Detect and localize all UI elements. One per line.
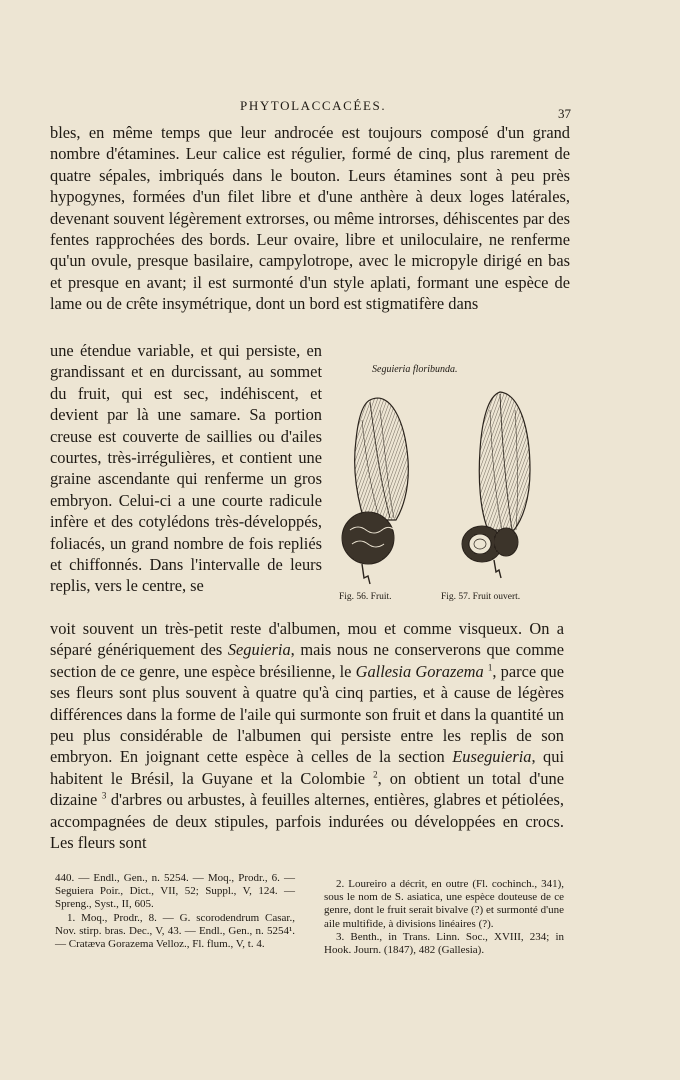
fig-57-fruit-open-drawing [462, 392, 530, 578]
genus-name: Seguieria [227, 640, 291, 660]
footnote-2: 2. Loureiro a décrit, en outre (Fl. cochinch., 341), sous le nom de S. asiatica, une espèce douteuse de ce genre, dont le fruit serait bivalve (?) et surmonté d'une aile multifide, à divisions linéaires (?). [324, 878, 564, 930]
footnote-ref: 2 [373, 769, 378, 780]
page-number: 37 [558, 106, 571, 121]
paragraph-top: bles, en même temps que leur androcée est toujours composé d'un grand nombre d'étamines. Leur calice est régulier, formé de cinq, plus rarement de quatre sépales, imbriqués dans le bouton. Leurs étamines sont à peu près hypogynes, formées d'un filet libre et d'une anthère à deux loges latérales, devenant souvent légèrement extrorses, ou même introrses, déhiscentes par des fentes rapprochées des bords. Leur ovaire, libre et uniloculaire, ne renferme qu'un ovule, presque basilaire, campylotrope, avec le micropyle dirigé en bas et presque en avant; il est surmonté d'un style aplati, formant une espèce de lame ou de crête insymétrique, dont un bord est stigmatifère dans [50, 123, 570, 314]
footnotes-right-column [324, 878, 564, 957]
fig-56-fruit-drawing [342, 398, 408, 584]
text-run: , qui habitent le Brésil, la Guyane et la Colombie [50, 747, 564, 788]
body-text-bottom [50, 618, 564, 853]
running-title: PHYTOLACCACÉES. [240, 98, 387, 113]
footnote-1: 1. Moq., Prodr., 8. — G. scorodendrum Casar., Nov. stirp. bras. Dec., V, 43. — Endl., Gen., n. 5254¹. — Cratæva Gorazema Velloz., Fl. flum., V, t. 4. [55, 911, 295, 951]
text-run: voit souvent un très-petit reste d'albumen, mou et comme visqueux. On a séparé génériquement des [50, 619, 564, 660]
body-text-top [50, 122, 570, 315]
section-name: Euseguieria [452, 747, 532, 767]
text-run: d'arbres ou arbustes, à feuilles alternes, entières, glabres et pétiolées, accompagnées de deux stipules, parfois indurées ou développées en crocs. Les fleurs sont [50, 790, 564, 853]
seguieria-fruit-engraving [330, 380, 560, 590]
paragraph-bottom [50, 618, 564, 853]
body-text-beside-figure [50, 340, 322, 597]
text-run: , mais nous ne conserverons que comme section de ce genre, une espèce brésilienne, le [50, 640, 564, 681]
page-header [0, 98, 680, 121]
paragraph-narrow: une étendue variable, et qui persiste, en grandissant et en durcissant, au sommet du fruit, qui est sec, indéhiscent, et devient par là une samare. Sa portion creuse est couverte de saillies ou d'ailes courtes, très-irrégulières, et contient une graine ascendante qui renferme un gros embryon. Celui-ci a une courte radicule infère et des cotylédons très-développés, foliacés, un grand nombre de fois repliés et chiffonnés. Dans l'intervalle de leurs replis, vers le centre, se [50, 341, 322, 596]
fig-57-label: Fig. 57. Fruit ouvert. [441, 592, 521, 602]
text-run: , parce que ses fleurs sont plus souvent à quatre qu'à cinq parties, et à cause de légères différences dans la forme de l'aile qui surmonte son fruit et dans la quantité un peu plus considérable de l'albumen qui persiste entre les replis de son embryon. En joignant cette espèce à celles de la section [50, 661, 564, 767]
figure-title: Seguieria floribunda. [372, 364, 458, 375]
footnote-3: 3. Benth., in Trans. Linn. Soc., XVIII, 234; in Hook. Journ. (1847), 482 (Gallesia). [324, 930, 564, 957]
footnote-genus-references: 440. — Endl., Gen., n. 5254. — Moq., Prodr., 6. — Seguiera Poir., Dict., VII, 52; Suppl., V, 124. — Spreng., Syst., II, 605. [55, 872, 295, 911]
fig-56-label: Fig. 56. Fruit. [339, 592, 392, 602]
footnote-ref: 1 [487, 662, 493, 673]
footnote-ref: 3 [101, 790, 107, 801]
text-run: , on obtient un total d'une dizaine [50, 768, 564, 810]
species-name: Gallesia Gorazema [355, 661, 484, 681]
footnotes-left-column [55, 872, 295, 951]
